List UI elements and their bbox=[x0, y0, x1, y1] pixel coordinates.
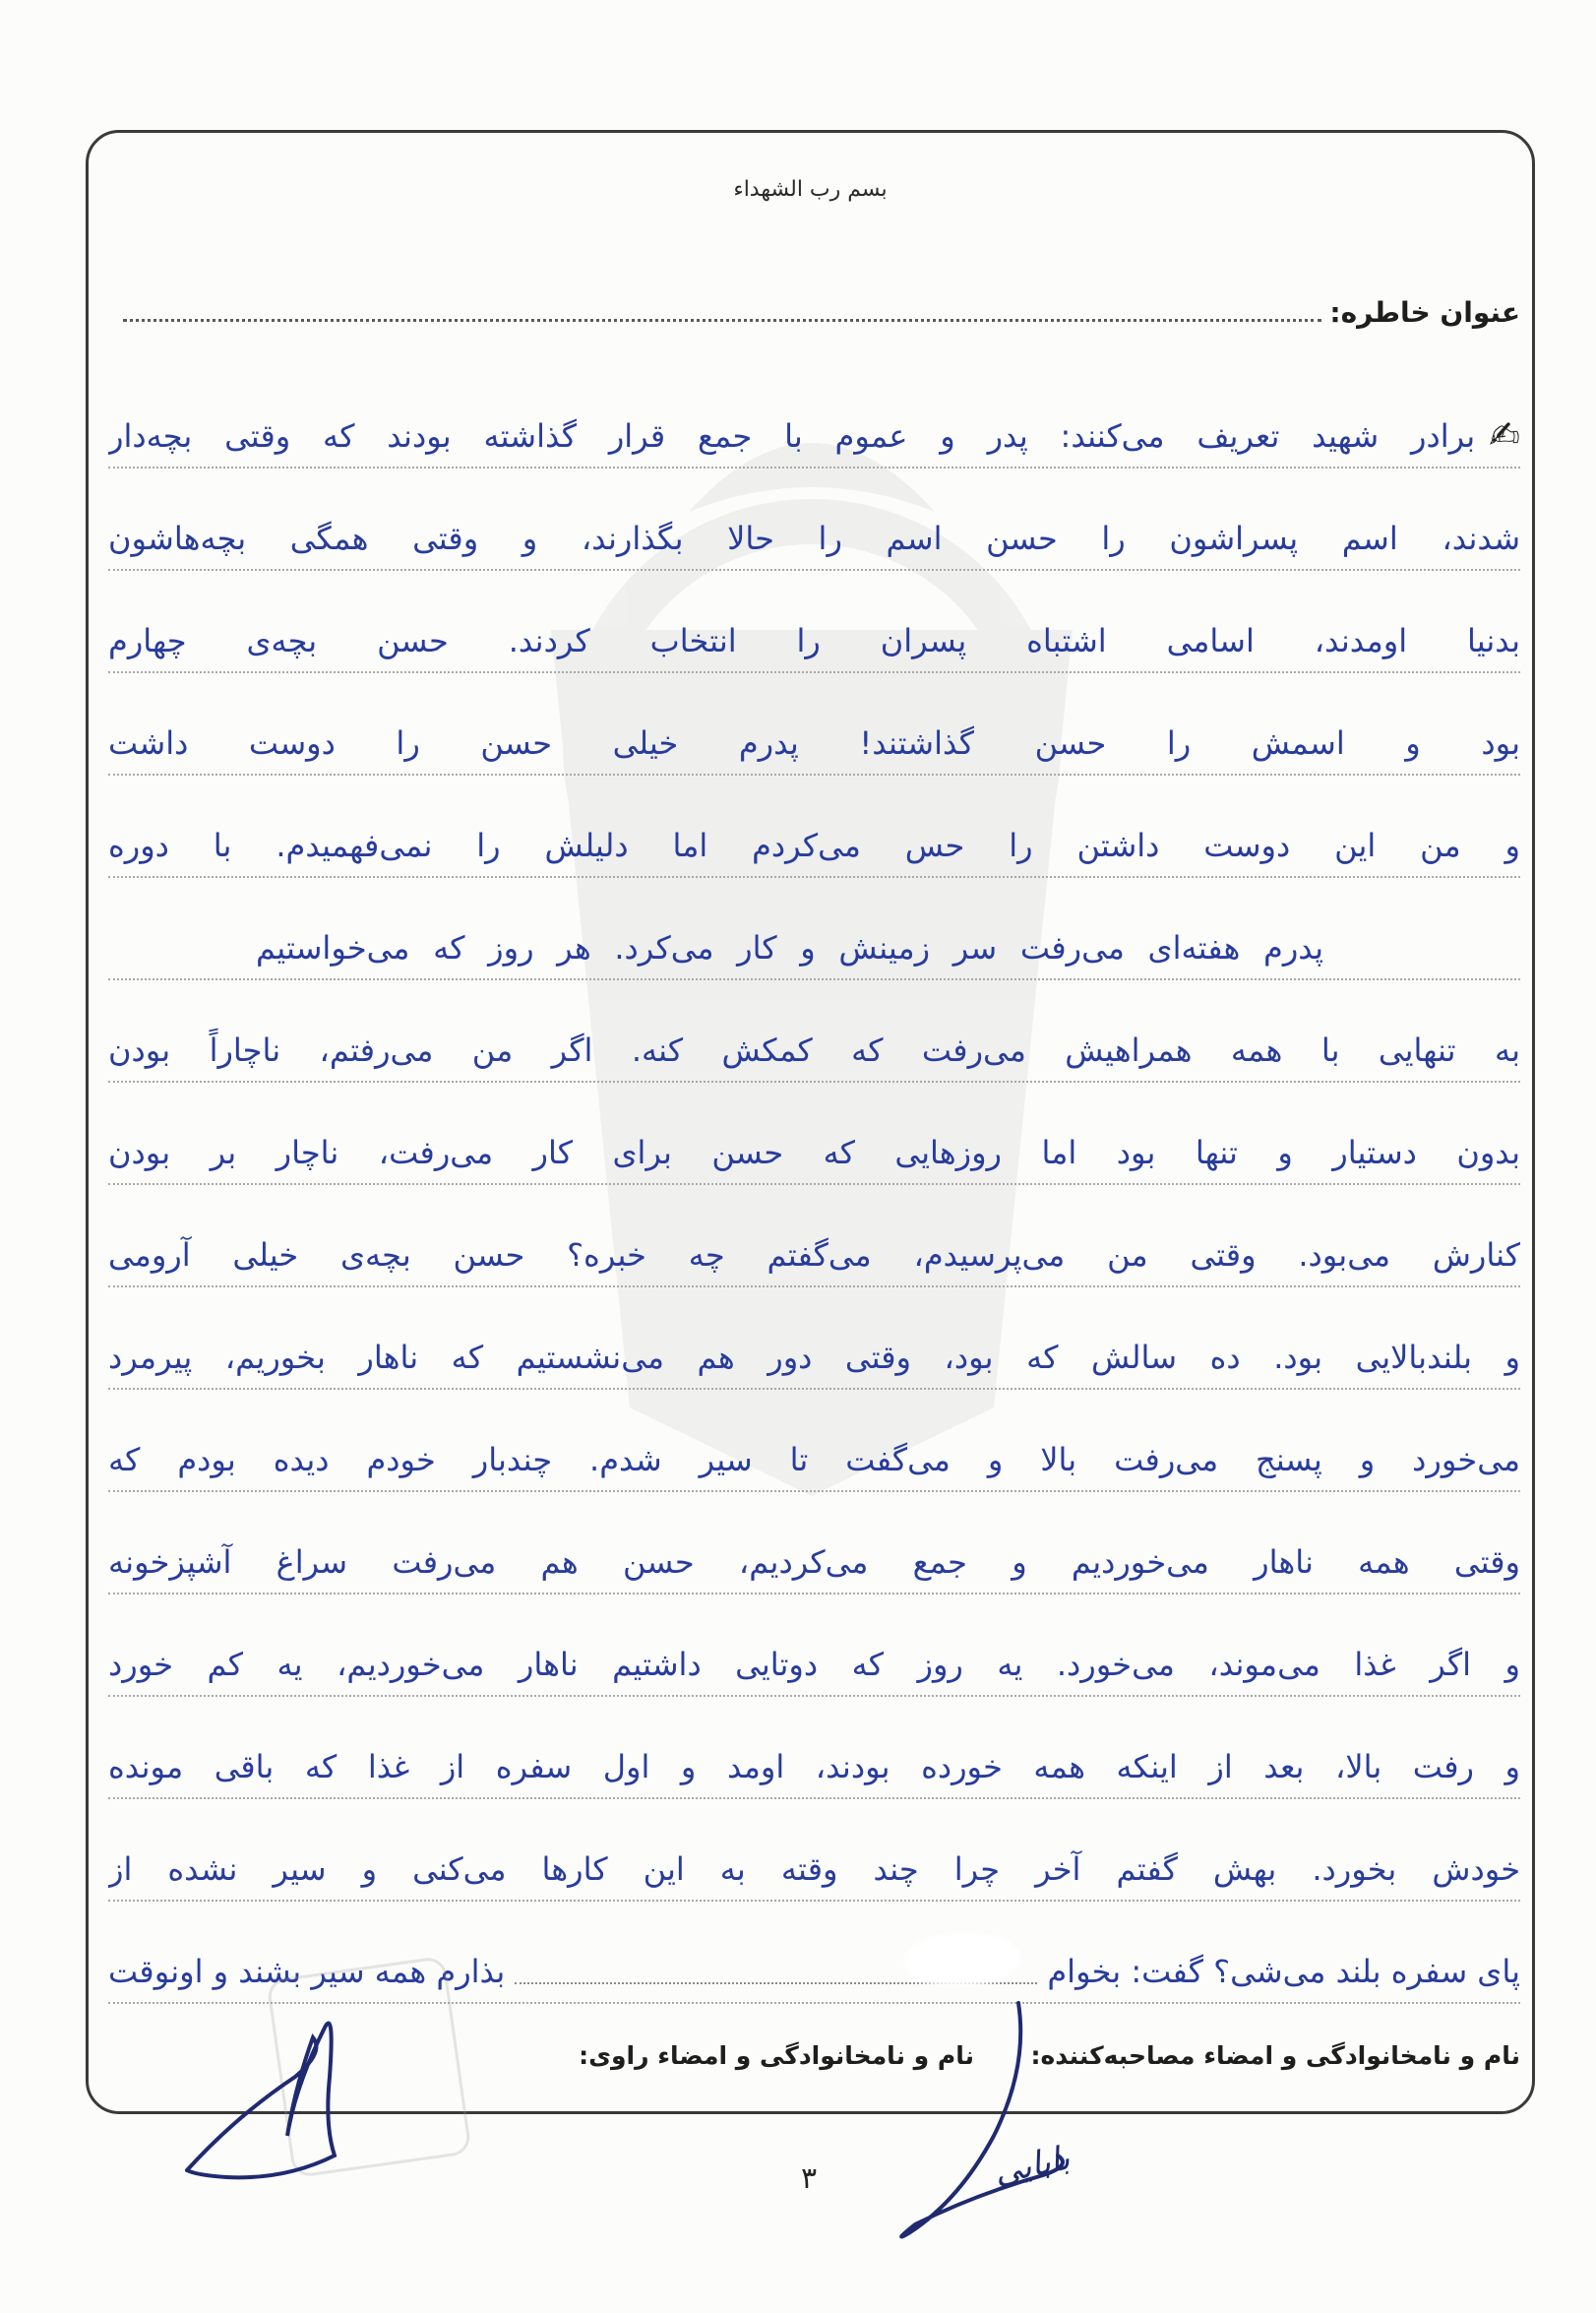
page-number: ۳ bbox=[800, 2161, 818, 2196]
handwritten-text: خودش بخورد. بهش گفتم آخر چرا چند وقته به این کارها می‌کنی و سیر نشده از bbox=[108, 1849, 1520, 1888]
basmala-heading: بسم رب الشهداء bbox=[733, 177, 888, 202]
handwritten-text: پدرم هفته‌ای می‌رفت سر زمینش و کار می‌کرد. هر روز که می‌خواستیم bbox=[256, 928, 1323, 967]
interviewer-label: نام و نامخانوادگی و امضاء مصاحبه‌کننده: bbox=[1030, 2041, 1520, 2070]
handwritten-text: به تنهایی با همه همراهیش می‌رفت که کمکش کنه. اگر من می‌رفتم، ناچاراً بودن bbox=[108, 1031, 1520, 1069]
handwritten-line bbox=[108, 1594, 1520, 1697]
handwritten-body bbox=[108, 366, 1520, 2004]
handwritten-text: وقتی همه ناهار می‌خوردیم و جمع می‌کردیم، حسن هم می‌رفت سراغ آشپزخونه bbox=[108, 1542, 1520, 1581]
handwritten-text: شدند، اسم پسراشون را حسن اسم را حالا بگذارند، و وقتی همگی بچه‌هاشون bbox=[108, 519, 1520, 557]
memory-title-label: عنوان خاطره: bbox=[1329, 295, 1520, 329]
handwritten-text: بدنیا اومدند، اسامی اشتباه پسران را انتخاب کردند. حسن بچه‌ی چهارم bbox=[108, 621, 1520, 659]
handwritten-line bbox=[108, 1390, 1520, 1492]
handwritten-line bbox=[108, 980, 1520, 1083]
handwritten-text: می‌خورد و پسنج می‌رفت بالا و می‌گفت تا سیر شدم. چندبار خودم دیده بودم که bbox=[108, 1440, 1520, 1478]
memory-title-dotted-line bbox=[123, 319, 1321, 322]
handwritten-line bbox=[108, 673, 1520, 776]
redacted-gap bbox=[515, 1943, 1037, 1984]
handwritten-text: بدون دستیار و تنها بود اما روزهایی که حسن برای کار می‌رفت، ناچار بر بودن bbox=[108, 1133, 1520, 1171]
handwritten-text: و بلندبالایی بود. ده سالش که بود، وقتی دور هم می‌نشستیم که ناهار بخوریم، پیرمرد bbox=[108, 1338, 1520, 1376]
writing-hand-icon: ✍ bbox=[1489, 413, 1520, 458]
handwritten-text: و من این دوست داشتن را حس می‌کردم اما دلیلش را نمی‌فهمیدم. با دوره bbox=[108, 826, 1520, 864]
handwritten-text-after-gap: بذارم همه سیر بشند و اونوقت bbox=[108, 1952, 506, 1990]
handwritten-text-before-gap: پای سفره بلند می‌شی؟ گفت: بخوام bbox=[1047, 1952, 1520, 1990]
whiteout-mark bbox=[909, 1937, 1017, 1982]
handwritten-line bbox=[108, 1799, 1520, 1902]
handwritten-text: کنارش می‌بود. وقتی من می‌پرسیدم، می‌گفتم چه خبره؟ حسن بچه‌ی خیلی آرومی bbox=[108, 1235, 1520, 1274]
handwritten-line bbox=[108, 776, 1520, 878]
handwritten-line bbox=[108, 366, 1520, 469]
handwritten-line bbox=[108, 1492, 1520, 1594]
handwritten-line bbox=[108, 1287, 1520, 1390]
handwritten-text: و رفت بالا، بعد از اینکه همه خورده بودند، اومد و اول سفره از غذا که باقی مونده bbox=[108, 1747, 1520, 1785]
narrator-label: نام و نامخانوادگی و امضاء راوی: bbox=[579, 2041, 974, 2070]
handwritten-line bbox=[108, 571, 1520, 673]
handwritten-line-last bbox=[108, 1902, 1520, 2004]
handwritten-line bbox=[108, 878, 1520, 980]
handwritten-line bbox=[108, 469, 1520, 571]
handwritten-text: بود و اسمش را حسن گذاشتند! پدرم خیلی حسن را دوست داشت bbox=[108, 723, 1520, 762]
interviewer-signature-text: بابایی bbox=[990, 2138, 1074, 2193]
handwritten-line bbox=[108, 1083, 1520, 1185]
handwritten-line bbox=[108, 1697, 1520, 1799]
handwritten-line bbox=[108, 1185, 1520, 1287]
handwritten-text: و اگر غذا می‌موند، می‌خورد. یه روز که دوتایی داشتیم ناهار می‌خوردیم، یه کم خورد bbox=[108, 1645, 1520, 1683]
memory-title-row bbox=[123, 285, 1520, 331]
handwritten-text: برادر شهید تعریف می‌کنند: پدر و عموم با جمع قرار گذاشته بودند که وقتی بچه‌دار bbox=[108, 416, 1476, 455]
